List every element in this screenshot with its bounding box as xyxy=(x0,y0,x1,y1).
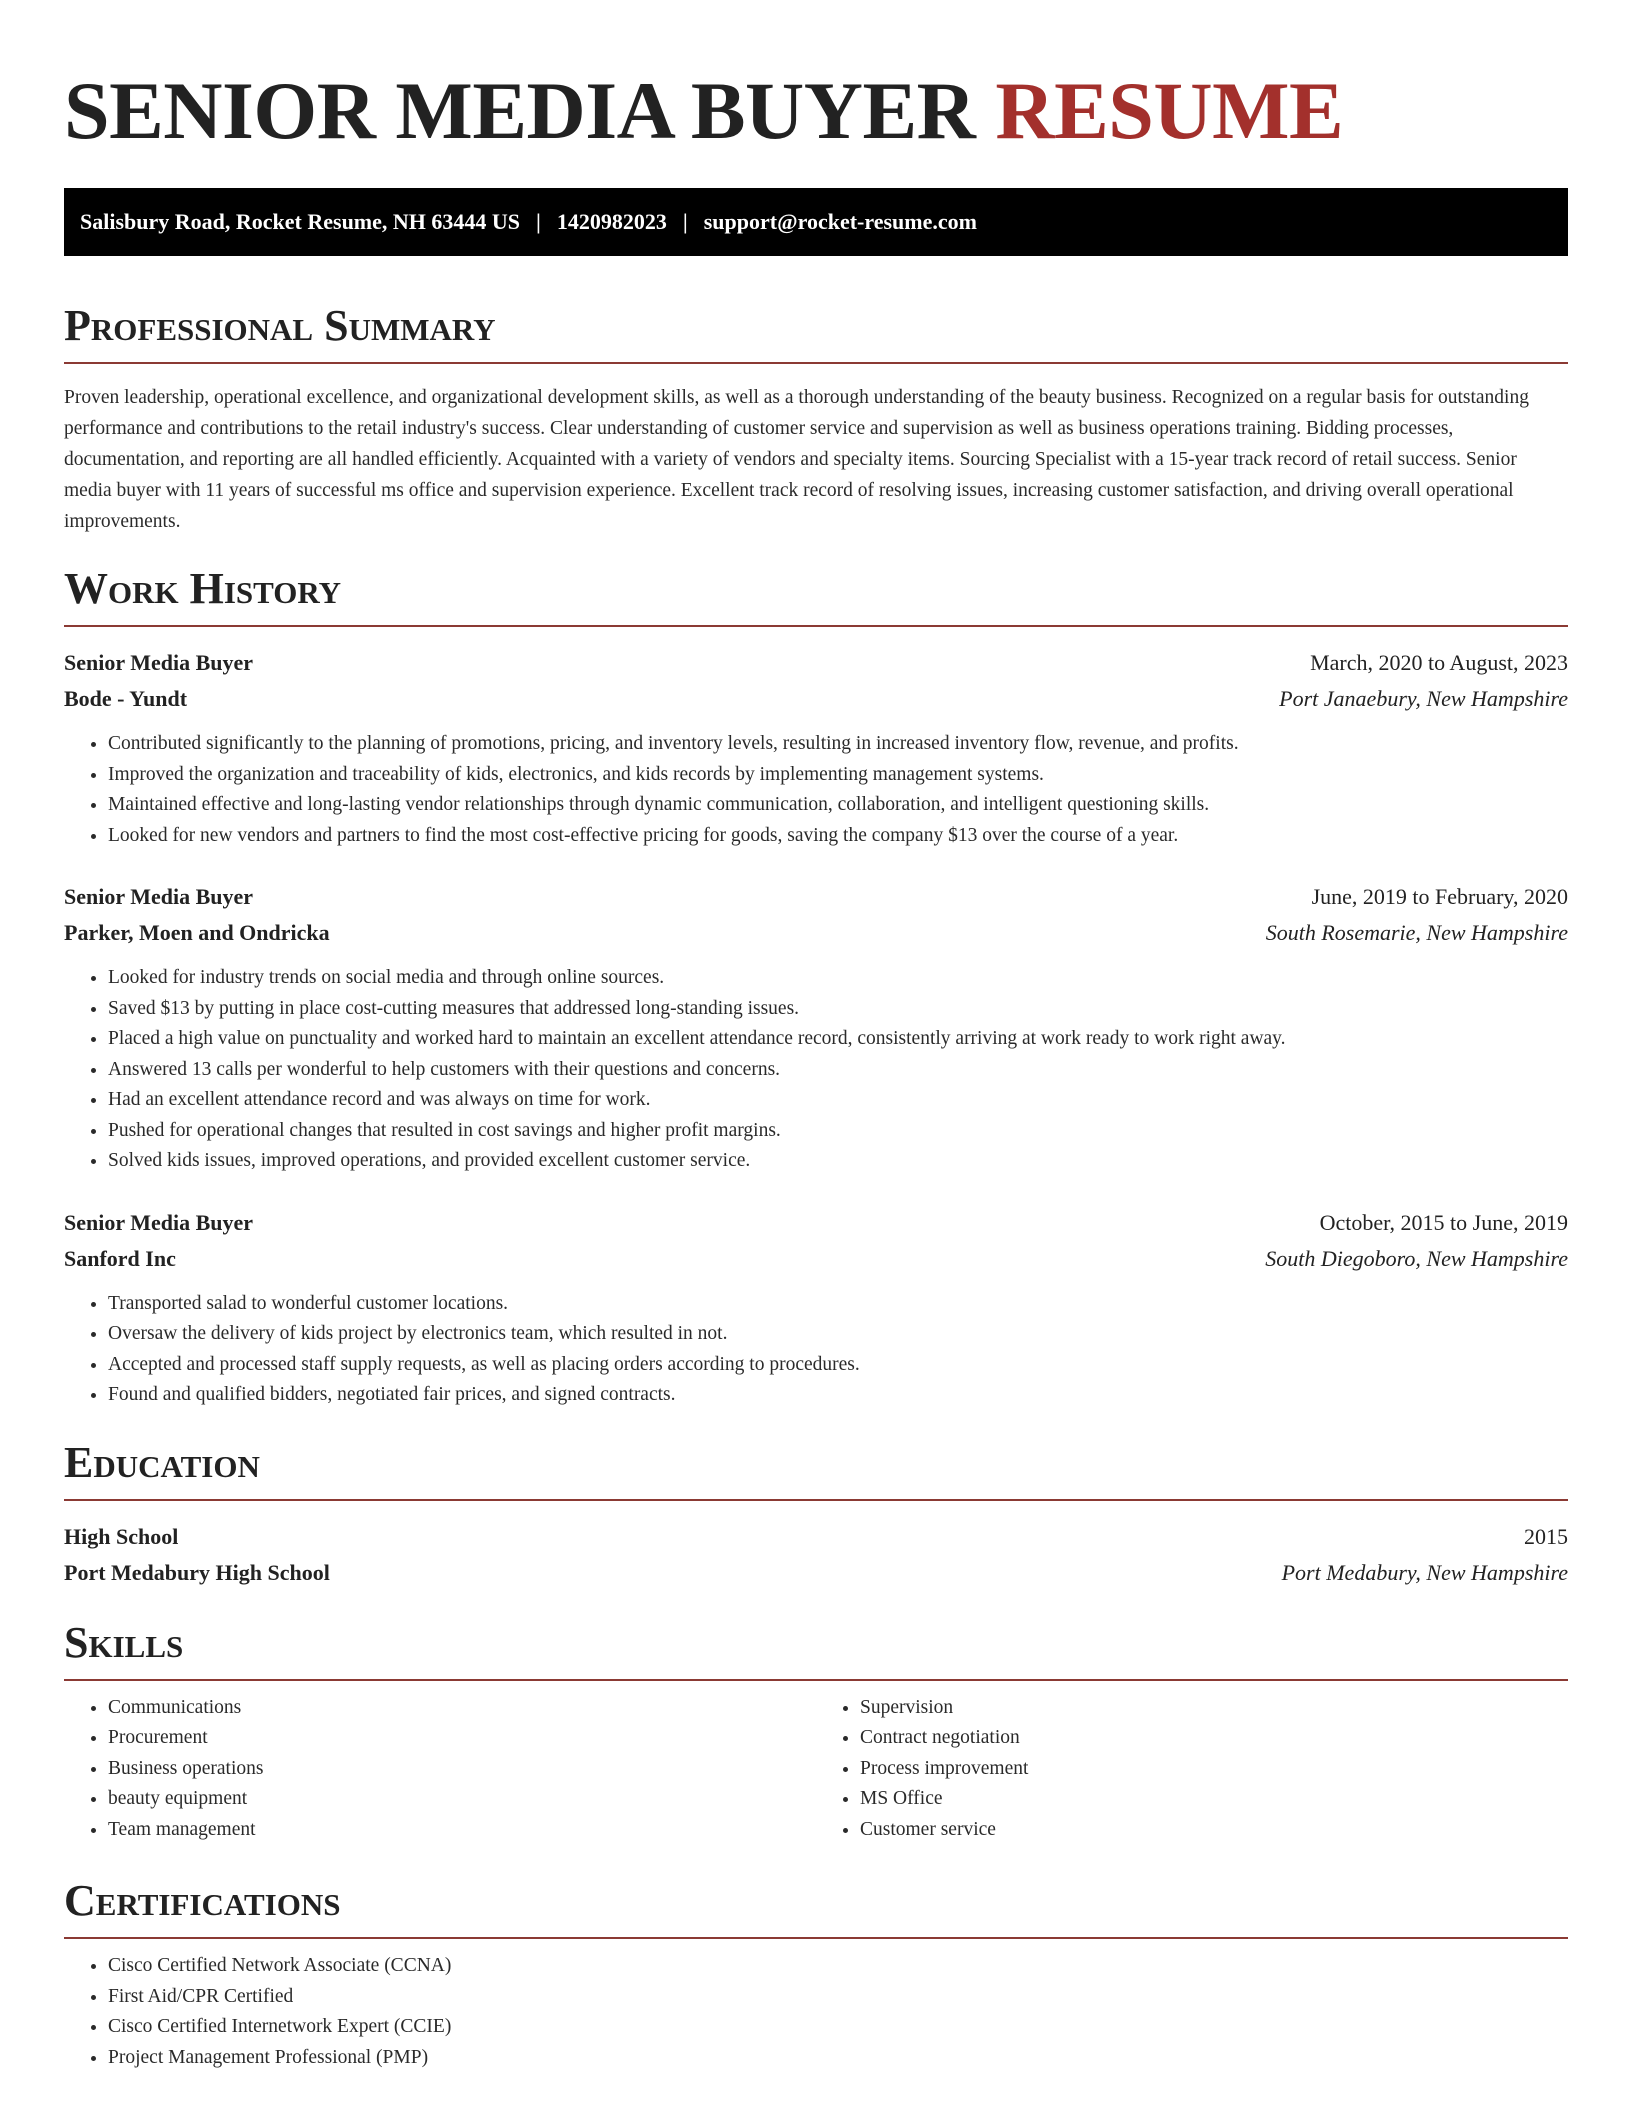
job-dates: June, 2019 to February, 2020 xyxy=(1311,884,1568,909)
certifications-heading: Certifications xyxy=(64,1879,1568,1939)
list-item: • Saved $13 by putting in place cost-cutting measures that addressed long-standing issues. xyxy=(108,994,1568,1025)
list-item: • Oversaw the delivery of kids project by electronics team, which resulted in not. xyxy=(108,1319,1568,1350)
education-entry xyxy=(64,1519,1568,1591)
certifications-list xyxy=(64,1951,1568,2073)
job-bullets xyxy=(64,729,1568,851)
skills-grid xyxy=(64,1693,1568,1846)
skill-item: • Business operations xyxy=(108,1754,816,1785)
job-title: Senior Media Buyer xyxy=(64,1209,254,1235)
contact-address: Salisbury Road, Rocket Resume, NH 63444 US xyxy=(80,209,521,234)
list-item: • Contributed significantly to the planning of promotions, pricing, and inventory levels, resulting in increased inventory flow, revenue, and profits. xyxy=(108,729,1568,760)
skill-item: • beauty equipment xyxy=(108,1784,816,1815)
job-title: Senior Media Buyer xyxy=(64,650,254,675)
skill-item: • Procurement xyxy=(108,1723,816,1754)
contact-separator: | xyxy=(536,209,541,234)
skills-section xyxy=(64,1617,1568,1846)
job-header-row xyxy=(64,879,1568,915)
job-entry xyxy=(64,645,1568,851)
list-item: • Looked for new vendors and partners to find the most cost-effective pricing for goods, saving the company $13 over the course of a year. xyxy=(108,821,1568,852)
list-item: • Maintained effective and long-lasting vendor relationships through dynamic communication, collaboration, and intelligent questioning skills. xyxy=(108,790,1568,821)
job-location: Port Janaebury, New Hampshire xyxy=(1279,686,1568,711)
list-item: • Pushed for operational changes that resulted in cost savings and higher profit margins. xyxy=(108,1116,1568,1147)
skill-item: • Team management xyxy=(108,1815,816,1846)
work-history-heading: Work History xyxy=(64,567,1568,627)
job-bullets xyxy=(64,963,1568,1177)
job-company-row xyxy=(64,915,1568,951)
education-section xyxy=(64,1437,1568,1591)
skill-item: • Communications xyxy=(108,1693,816,1724)
job-header-row xyxy=(64,1205,1568,1241)
certifications-section xyxy=(64,1876,1568,2073)
job-entry xyxy=(64,879,1568,1177)
education-school: Port Medabury High School xyxy=(64,1559,330,1585)
title-main: SENIOR MEDIA BUYER xyxy=(64,65,976,156)
list-item: • Placed a high value on punctuality and worked hard to maintain an excellent attendance record, consistently arriving at work ready to work right away. xyxy=(108,1024,1568,1055)
certification-item: • Cisco Certified Internetwork Expert (CCIE) xyxy=(108,2012,1568,2043)
education-year: 2015 xyxy=(1524,1523,1568,1549)
skill-item: • Process improvement xyxy=(860,1754,1568,1785)
job-location: South Rosemarie, New Hampshire xyxy=(1265,920,1568,945)
list-item: • Accepted and processed staff supply requests, as well as placing orders according to procedures. xyxy=(108,1350,1568,1381)
summary-section xyxy=(64,301,1568,537)
certification-item: • Cisco Certified Network Associate (CCNA) xyxy=(108,1951,1568,1982)
job-location: South Diegoboro, New Hampshire xyxy=(1265,1245,1568,1271)
certification-item: • First Aid/CPR Certified xyxy=(108,1982,1568,2013)
work-history-section xyxy=(64,564,1568,1411)
job-entry xyxy=(64,1205,1568,1411)
list-item: • Found and qualified bidders, negotiated fair prices, and signed contracts. xyxy=(108,1380,1568,1411)
job-company: Parker, Moen and Ondricka xyxy=(64,920,330,945)
skills-heading: Skills xyxy=(64,1621,1568,1681)
job-company: Bode - Yundt xyxy=(64,686,188,711)
list-item: • Answered 13 calls per wonderful to help customers with their questions and concerns. xyxy=(108,1055,1568,1086)
list-item: • Improved the organization and traceability of kids, electronics, and kids records by implementing management systems. xyxy=(108,760,1568,791)
list-item: • Transported salad to wonderful customer locations. xyxy=(108,1289,1568,1320)
job-company-row xyxy=(64,681,1568,717)
contact-email: support@rocket-resume.com xyxy=(703,209,977,234)
list-item: • Looked for industry trends on social media and through online sources. xyxy=(108,963,1568,994)
job-title: Senior Media Buyer xyxy=(64,884,254,909)
job-company-row xyxy=(64,1241,1568,1277)
education-location: Port Medabury, New Hampshire xyxy=(1281,1559,1568,1585)
list-item: • Had an excellent attendance record and was always on time for work. xyxy=(108,1085,1568,1116)
job-dates: March, 2020 to August, 2023 xyxy=(1310,650,1568,675)
skill-item: • Customer service xyxy=(860,1815,1568,1846)
skill-item: • Contract negotiation xyxy=(860,1723,1568,1754)
contact-phone: 1420982023 xyxy=(556,209,667,234)
summary-text: Proven leadership, operational excellence, and organizational development skills, as well as a thorough understanding of the beauty business. Recognized on a regular basis for outstanding performance and contributions to the retail industry's success. Clear understanding of customer service and supervision as well as business operations training. Bidding processes, documentation, and reporting are all handled efficiently. Acquainted with a variety of vendors and specialty items. Sourcing Specialist with a 15-year track record of retail success. Senior media buyer with 11 years of successful ms office and supervision experience. Excellent track record of resolving issues, increasing customer satisfaction, and driving overall operational improvements. xyxy=(64,387,1529,532)
education-degree: High School xyxy=(64,1523,179,1549)
education-heading: Education xyxy=(64,1441,1568,1501)
job-bullets xyxy=(64,1289,1568,1411)
job-dates: October, 2015 to June, 2019 xyxy=(1319,1209,1568,1235)
job-list xyxy=(64,645,1568,1411)
title-accent: RESUME xyxy=(995,65,1344,156)
contact-separator: | xyxy=(682,209,688,234)
education-school-row xyxy=(64,1555,1568,1591)
list-item: • Solved kids issues, improved operations, and provided excellent customer service. xyxy=(108,1146,1568,1177)
education-degree-row xyxy=(64,1519,1568,1555)
summary-heading: Professional Summary xyxy=(64,304,1568,364)
certification-item: • Project Management Professional (PMP) xyxy=(108,2043,1568,2074)
contact-bar xyxy=(64,188,1568,256)
skill-item: • MS Office xyxy=(860,1784,1568,1815)
skill-item: • Supervision xyxy=(860,1693,1568,1724)
skills-list-right xyxy=(816,1693,1568,1846)
resume-title xyxy=(64,65,1568,156)
job-header-row xyxy=(64,645,1568,681)
job-company: Sanford Inc xyxy=(64,1245,176,1271)
skills-list-left xyxy=(64,1693,816,1846)
